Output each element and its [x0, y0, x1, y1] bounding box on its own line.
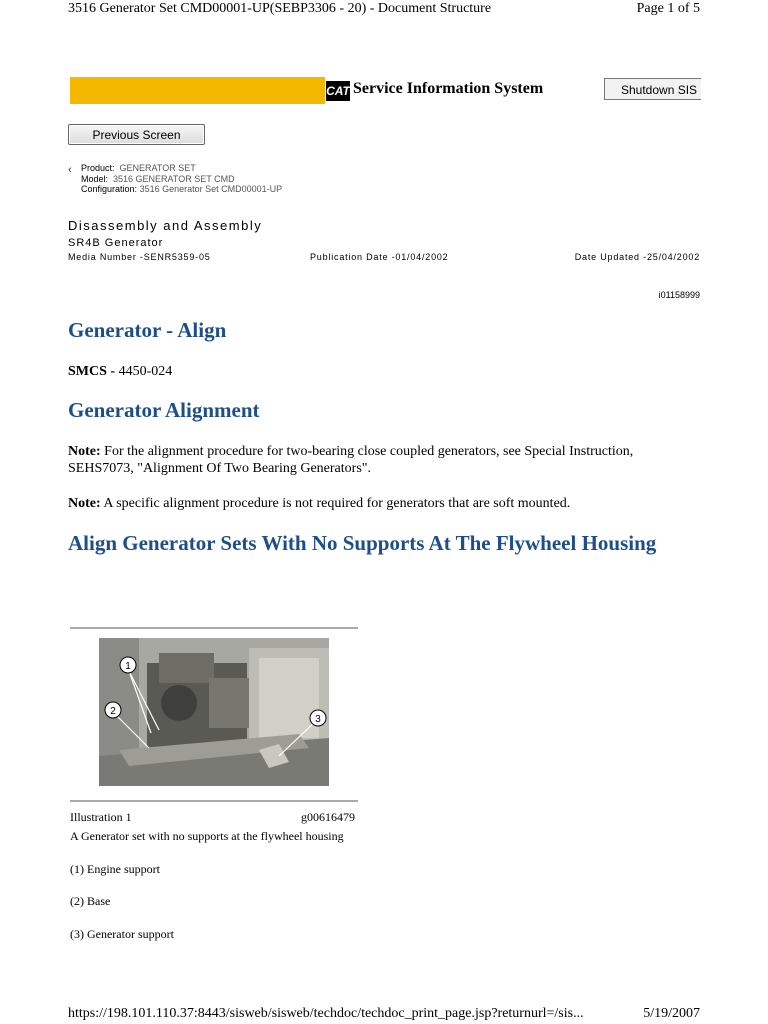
print-footer-url: https://198.101.110.37:8443/sisweb/sisweb/techdoc/techdoc_print_page.jsp?returnurl=/sis...: [68, 1006, 584, 1021]
smcs-label: SMCS -: [68, 364, 116, 379]
note-label: Note:: [68, 444, 101, 459]
illustration-label: Illustration 1: [70, 810, 132, 824]
sis-title: Service Information System: [353, 80, 544, 97]
product-label: Product:: [81, 163, 115, 173]
page-title: Generator - Align: [68, 318, 227, 342]
legend-item: (3) Generator support: [70, 927, 174, 941]
illustration-top-rule: [70, 627, 358, 629]
chevron-left-icon[interactable]: ‹: [68, 164, 72, 176]
callout-1-label: 1: [125, 661, 131, 672]
callout-2-label: 2: [110, 706, 116, 717]
section-heading-no-supports: Align Generator Sets With No Supports At The Flywheel Housing: [68, 531, 657, 555]
generator-set-photo: [99, 638, 329, 786]
section-heading-generator-alignment: Generator Alignment: [68, 398, 260, 422]
product-info: [81, 163, 282, 195]
illustration-id: g00616479: [301, 810, 355, 824]
previous-screen-button[interactable]: Previous Screen: [68, 124, 205, 145]
document-id: i01158999: [658, 290, 700, 300]
note-text: For the alignment procedure for two-bearing close coupled generators, see Special Instruction, SEHS7073, "Alignment Of Two Bearing Generators".: [68, 444, 634, 476]
print-page-title: 3516 Generator Set CMD00001-UP(SEBP3306 - 20) - Document Structure: [68, 1, 492, 16]
generator-set-illustration: [99, 638, 329, 786]
cat-logo: [326, 81, 350, 101]
note-text: A specific alignment procedure is not required for generators that are soft mounted.: [103, 496, 571, 511]
smcs-code: [68, 363, 172, 380]
callout-3-label: 3: [315, 714, 321, 725]
legend-item: (1) Engine support: [70, 862, 160, 876]
page-number: Page 1 of 5: [636, 1, 700, 16]
media-number: Media Number -SENR5359-05: [68, 252, 211, 262]
publication-date: Publication Date -01/04/2002: [310, 252, 449, 262]
smcs-value: 4450-024: [118, 364, 173, 379]
product-value: GENERATOR SET: [119, 163, 196, 173]
illustration-caption: A Generator set with no supports at the flywheel housing: [70, 829, 344, 843]
print-footer-date: 5/19/2007: [643, 1006, 700, 1021]
illustration-bottom-rule: [70, 800, 358, 802]
sis-header-bar: [70, 77, 701, 104]
document-category: Disassembly and Assembly: [68, 218, 263, 233]
configuration-label: Configuration:: [81, 184, 138, 194]
note-two-bearing: [68, 443, 700, 477]
shutdown-sis-button[interactable]: Shutdown SIS: [604, 78, 701, 100]
document-subject: SR4B Generator: [68, 237, 164, 249]
cat-logo-text: CAT: [326, 84, 350, 98]
configuration-value: 3516 Generator Set CMD00001-UP: [139, 184, 283, 194]
model-value: 3516 GENERATOR SET CMD: [113, 173, 235, 184]
legend-item: (2) Base: [70, 894, 111, 908]
model-label: Model:: [81, 173, 109, 184]
date-updated: Date Updated -25/04/2002: [574, 252, 700, 262]
brand-color-strip: [70, 77, 325, 104]
note-soft-mounted: [68, 495, 700, 512]
note-label: Note:: [68, 496, 101, 511]
